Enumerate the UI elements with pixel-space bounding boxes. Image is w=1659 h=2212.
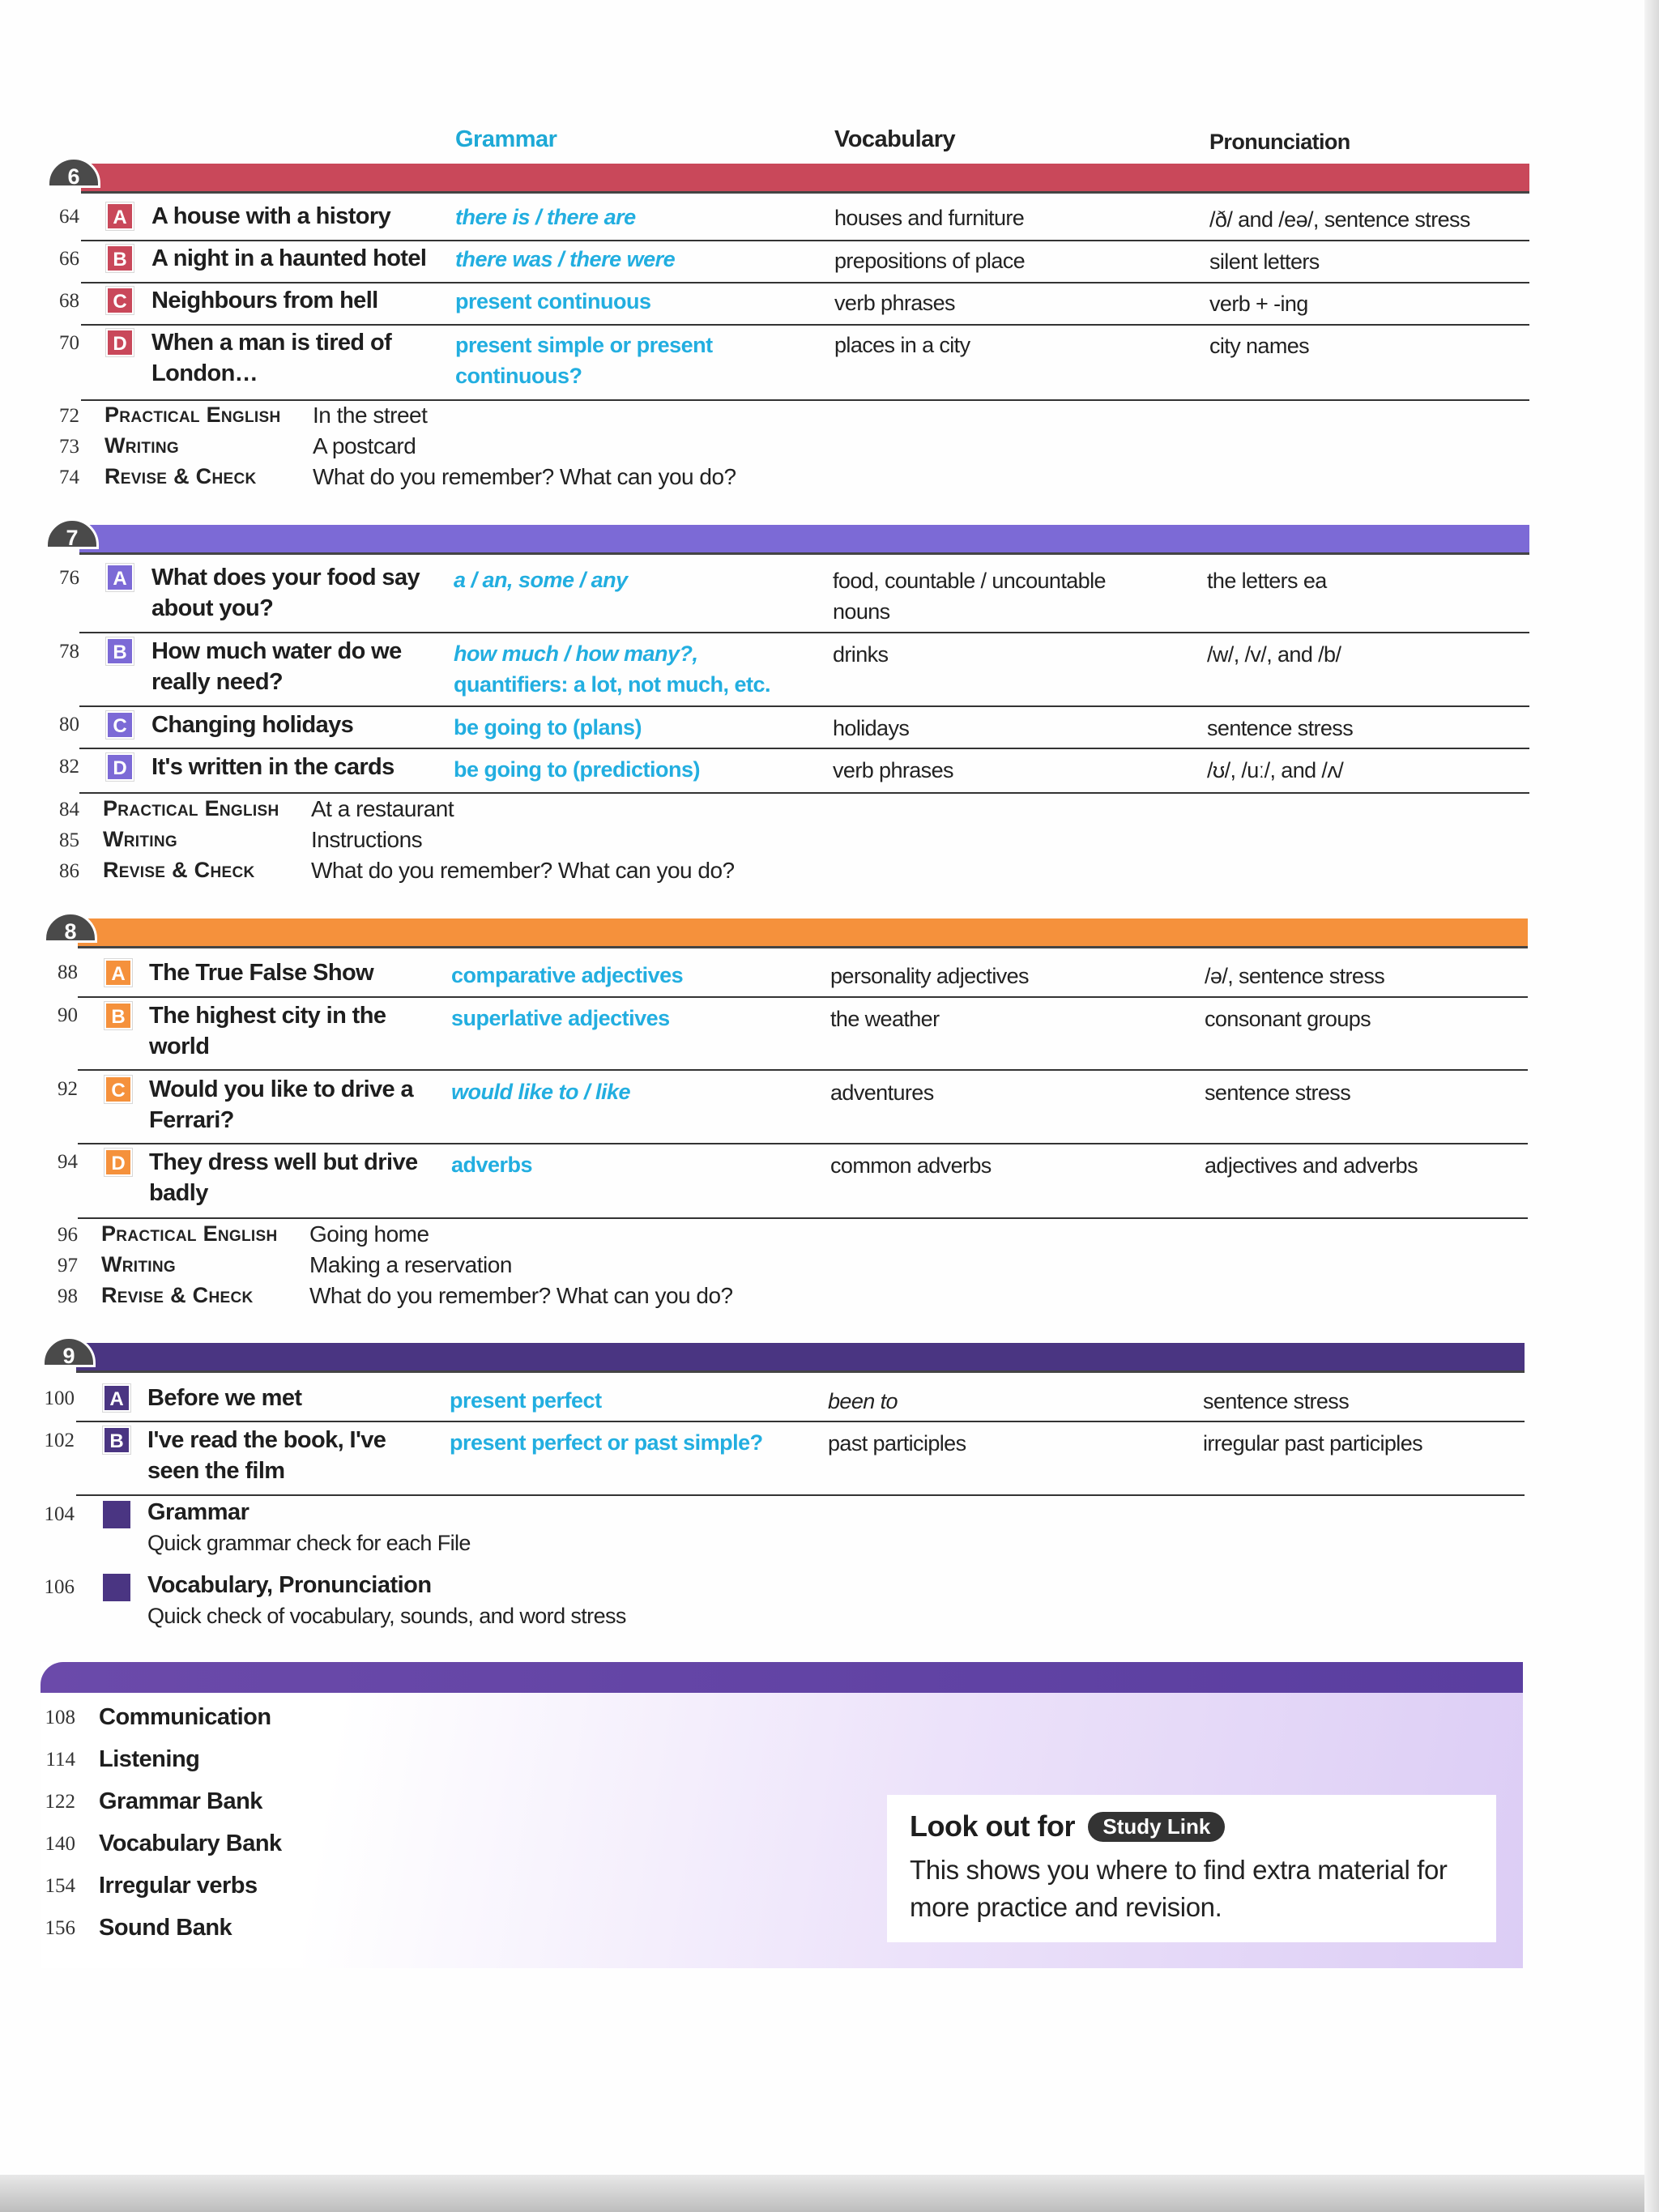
divider [79, 552, 1529, 555]
practical-english-label: Practical English [103, 796, 279, 820]
lesson-title: I've read the book, I've [147, 1427, 386, 1453]
lesson-title-continued: world [149, 1034, 210, 1059]
grammar-topic: how much / how many?, [454, 641, 698, 666]
lesson-title: Before we met [147, 1385, 302, 1411]
divider [78, 1069, 1528, 1071]
divider [76, 1494, 1525, 1496]
lesson-letter-badge: D [106, 753, 134, 781]
look-out-title: Look out for [910, 1809, 1075, 1843]
lesson-letter-badge: A [106, 202, 134, 230]
unit-8-bar [78, 918, 1528, 946]
lesson-title: The True False Show [149, 960, 374, 986]
practical-english-label: Practical English [101, 1221, 278, 1246]
look-out-text: This shows you where to find extra material for more practice and revision. [910, 1855, 1448, 1922]
study-link-badge: Study Link [1088, 1812, 1225, 1842]
divider [79, 632, 1529, 633]
revise-check-label: Revise & Check [103, 858, 255, 882]
page-number: 92 [58, 1078, 78, 1100]
vocabulary-topic: drinks [833, 642, 889, 667]
pronunciation-topic: /ʊ/, /uː/, and /ʌ/ [1207, 758, 1344, 782]
page-number: 114 [45, 1749, 75, 1771]
page-number: 73 [59, 436, 79, 458]
page-number: 64 [59, 206, 79, 228]
back-matter-item: Grammar Bank [99, 1788, 262, 1814]
grammar-topic: there is / there are [455, 205, 636, 229]
divider [78, 1217, 1528, 1219]
grammar-topic: be going to (plans) [454, 715, 642, 739]
end-item-title: Vocabulary, Pronunciation [147, 1572, 432, 1598]
revise-check-title: What do you remember? What can you do? [309, 1283, 733, 1308]
page-number: 70 [59, 332, 79, 354]
unit-9-badge: 9 [42, 1336, 96, 1367]
lesson-letter-badge: D [106, 329, 134, 356]
vocabulary-topic: been to [828, 1389, 898, 1413]
lesson-title: When a man is tired of [151, 330, 392, 356]
page-number: 102 [44, 1430, 75, 1451]
divider [76, 1370, 1525, 1373]
pronunciation-topic: irregular past participles [1203, 1431, 1423, 1455]
grammar-topic: comparative adjectives [451, 963, 684, 987]
lesson-title-continued: really need? [151, 669, 284, 695]
page-number: 104 [44, 1503, 75, 1525]
practical-english-label: Practical English [104, 403, 281, 427]
pronunciation-topic: /w/, /v/, and /b/ [1207, 642, 1341, 667]
vocabulary-topic: food, countable / uncountable [833, 569, 1106, 593]
page-number: 154 [45, 1875, 75, 1897]
vocabulary-topic: houses and furniture [834, 206, 1025, 230]
practical-english-title: In the street [313, 403, 428, 428]
page-number: 66 [59, 248, 79, 270]
vocabulary-topic: places in a city [834, 333, 970, 357]
page-number: 122 [45, 1791, 75, 1813]
grammar-topic: there was / there were [455, 247, 676, 271]
unit-7-badge: 7 [45, 518, 99, 549]
writing-title: A postcard [313, 433, 416, 458]
end-item-subtitle: Quick check of vocabulary, sounds, and word stress [147, 1604, 626, 1628]
pronunciation-topic: city names [1209, 334, 1310, 358]
back-matter-item: Vocabulary Bank [99, 1831, 282, 1856]
grammar-column-heading: Grammar [455, 126, 557, 152]
page-number: 156 [45, 1917, 75, 1939]
page-number: 97 [58, 1255, 78, 1276]
back-matter-bar [41, 1662, 1523, 1693]
divider [81, 399, 1529, 401]
pronunciation-topic: consonant groups [1205, 1007, 1371, 1031]
vocabulary-topic-continued: nouns [833, 599, 890, 624]
lesson-letter-badge: B [106, 637, 134, 665]
writing-title: Making a reservation [309, 1252, 512, 1277]
grammar-topic: superlative adjectives [451, 1006, 670, 1030]
divider [81, 282, 1529, 283]
back-matter-item: Sound Bank [99, 1915, 232, 1941]
end-item-subtitle: Quick grammar check for each File [147, 1531, 471, 1555]
page-number: 74 [59, 467, 79, 488]
page-number: 84 [59, 799, 79, 820]
writing-label: Writing [101, 1252, 176, 1276]
grammar-topic: present perfect [450, 1388, 602, 1413]
lesson-title-continued: about you? [151, 595, 274, 621]
grammar-topic: would like to / like [451, 1080, 631, 1104]
page-number: 78 [59, 641, 79, 663]
vocabulary-topic: the weather [830, 1007, 940, 1031]
lesson-title: How much water do we [151, 638, 402, 664]
revise-check-label: Revise & Check [101, 1283, 254, 1307]
scan-background [0, 2175, 1659, 2212]
divider [76, 1421, 1525, 1422]
page-number: 82 [59, 756, 79, 778]
divider [78, 946, 1528, 948]
lesson-letter-badge: B [106, 245, 134, 272]
vocabulary-end-square [103, 1574, 130, 1601]
writing-label: Writing [103, 827, 177, 851]
unit-6-badge: 6 [47, 157, 100, 188]
look-out-box [887, 1795, 1496, 1942]
divider [81, 240, 1529, 241]
lesson-title: Neighbours from hell [151, 288, 378, 313]
page-number: 72 [59, 405, 79, 427]
pronunciation-topic: verb + -ing [1209, 292, 1308, 316]
page-number: 85 [59, 829, 79, 851]
lesson-title: A night in a haunted hotel [151, 245, 427, 271]
grammar-topic: be going to (predictions) [454, 757, 700, 782]
back-matter-item: Listening [99, 1746, 200, 1772]
page-number: 68 [59, 290, 79, 312]
page-number: 88 [58, 961, 78, 983]
pronunciation-column-heading: Pronunciation [1209, 130, 1350, 154]
divider [78, 1143, 1528, 1144]
divider [79, 792, 1529, 794]
lesson-title: Changing holidays [151, 712, 354, 738]
vocabulary-topic: prepositions of place [834, 249, 1026, 273]
writing-title: Instructions [311, 827, 423, 852]
lesson-title-continued: Ferrari? [149, 1107, 234, 1133]
grammar-topic: present continuous [455, 289, 651, 313]
grammar-topic: present simple or present [455, 333, 713, 357]
grammar-topic: adverbs [451, 1153, 533, 1177]
vocabulary-topic: verb phrases [833, 758, 953, 782]
page-number: 108 [45, 1707, 75, 1728]
lesson-title: It's written in the cards [151, 754, 394, 780]
lesson-title: Would you like to drive a [149, 1076, 414, 1102]
unit-9-bar [76, 1343, 1525, 1370]
grammar-topic: present perfect or past simple? [450, 1430, 763, 1455]
page-number: 90 [58, 1004, 78, 1026]
lesson-title-continued: London… [151, 360, 258, 386]
page-number: 80 [59, 714, 79, 735]
page-number: 98 [58, 1285, 78, 1307]
page-number: 100 [44, 1387, 75, 1409]
page-number: 94 [58, 1151, 78, 1173]
grammar-topic-continued: quantifiers: a lot, not much, etc. [454, 672, 771, 697]
pronunciation-topic: adjectives and adverbs [1205, 1153, 1418, 1178]
lesson-letter-badge: C [106, 287, 134, 314]
page-number: 76 [59, 567, 79, 589]
back-matter-item: Communication [99, 1704, 271, 1730]
pronunciation-topic: silent letters [1209, 249, 1320, 274]
divider [81, 324, 1529, 326]
vocabulary-topic: adventures [830, 1080, 934, 1105]
lesson-letter-badge: A [103, 1384, 130, 1412]
lesson-letter-badge: A [106, 564, 134, 591]
lesson-title: What does your food say [151, 565, 420, 590]
revise-check-title: What do you remember? What can you do? [313, 464, 736, 489]
unit-7-bar [79, 525, 1529, 552]
unit-8-badge: 8 [44, 912, 97, 943]
lesson-letter-badge: D [104, 1149, 132, 1176]
lesson-letter-badge: C [104, 1076, 132, 1103]
vocabulary-column-heading: Vocabulary [834, 126, 956, 152]
pronunciation-topic: the letters ea [1207, 569, 1327, 593]
grammar-topic-continued: continuous? [455, 364, 582, 388]
divider [81, 191, 1529, 194]
vocabulary-topic: past participles [828, 1431, 966, 1455]
end-item-title: Grammar [147, 1499, 249, 1525]
vocabulary-topic: common adverbs [830, 1153, 992, 1178]
lesson-title: The highest city in the [149, 1003, 386, 1029]
lesson-letter-badge: B [103, 1426, 130, 1454]
scan-edge [1644, 0, 1659, 2212]
pronunciation-topic: sentence stress [1205, 1080, 1351, 1105]
lesson-title-continued: seen the film [147, 1458, 285, 1484]
vocabulary-topic: personality adjectives [830, 964, 1029, 988]
back-matter-item: Irregular verbs [99, 1873, 258, 1899]
vocabulary-topic: holidays [833, 716, 910, 740]
pronunciation-topic: sentence stress [1203, 1389, 1350, 1413]
vocabulary-topic: verb phrases [834, 291, 955, 315]
page-number: 106 [44, 1576, 75, 1598]
unit-6-bar [81, 164, 1529, 191]
lesson-title-continued: badly [149, 1180, 208, 1206]
lesson-title: They dress well but drive [149, 1149, 418, 1175]
pronunciation-topic: /ð/ and /eə/, sentence stress [1209, 207, 1470, 232]
grammar-end-square [103, 1501, 130, 1528]
divider [79, 748, 1529, 749]
practical-english-title: Going home [309, 1221, 429, 1247]
divider [79, 705, 1529, 707]
practical-english-title: At a restaurant [311, 796, 454, 821]
lesson-letter-badge: B [104, 1002, 132, 1029]
lesson-letter-badge: C [106, 711, 134, 739]
page-number: 140 [45, 1833, 75, 1855]
pronunciation-topic: /ə/, sentence stress [1205, 964, 1385, 988]
pronunciation-topic: sentence stress [1207, 716, 1354, 740]
revise-check-title: What do you remember? What can you do? [311, 858, 735, 883]
lesson-letter-badge: A [104, 959, 132, 987]
page-number: 96 [58, 1224, 78, 1246]
page-number: 86 [59, 860, 79, 882]
grammar-topic: a / an, some / any [454, 568, 628, 592]
writing-label: Writing [104, 433, 179, 458]
revise-check-label: Revise & Check [104, 464, 257, 488]
lesson-title: A house with a history [151, 203, 391, 229]
divider [78, 996, 1528, 998]
